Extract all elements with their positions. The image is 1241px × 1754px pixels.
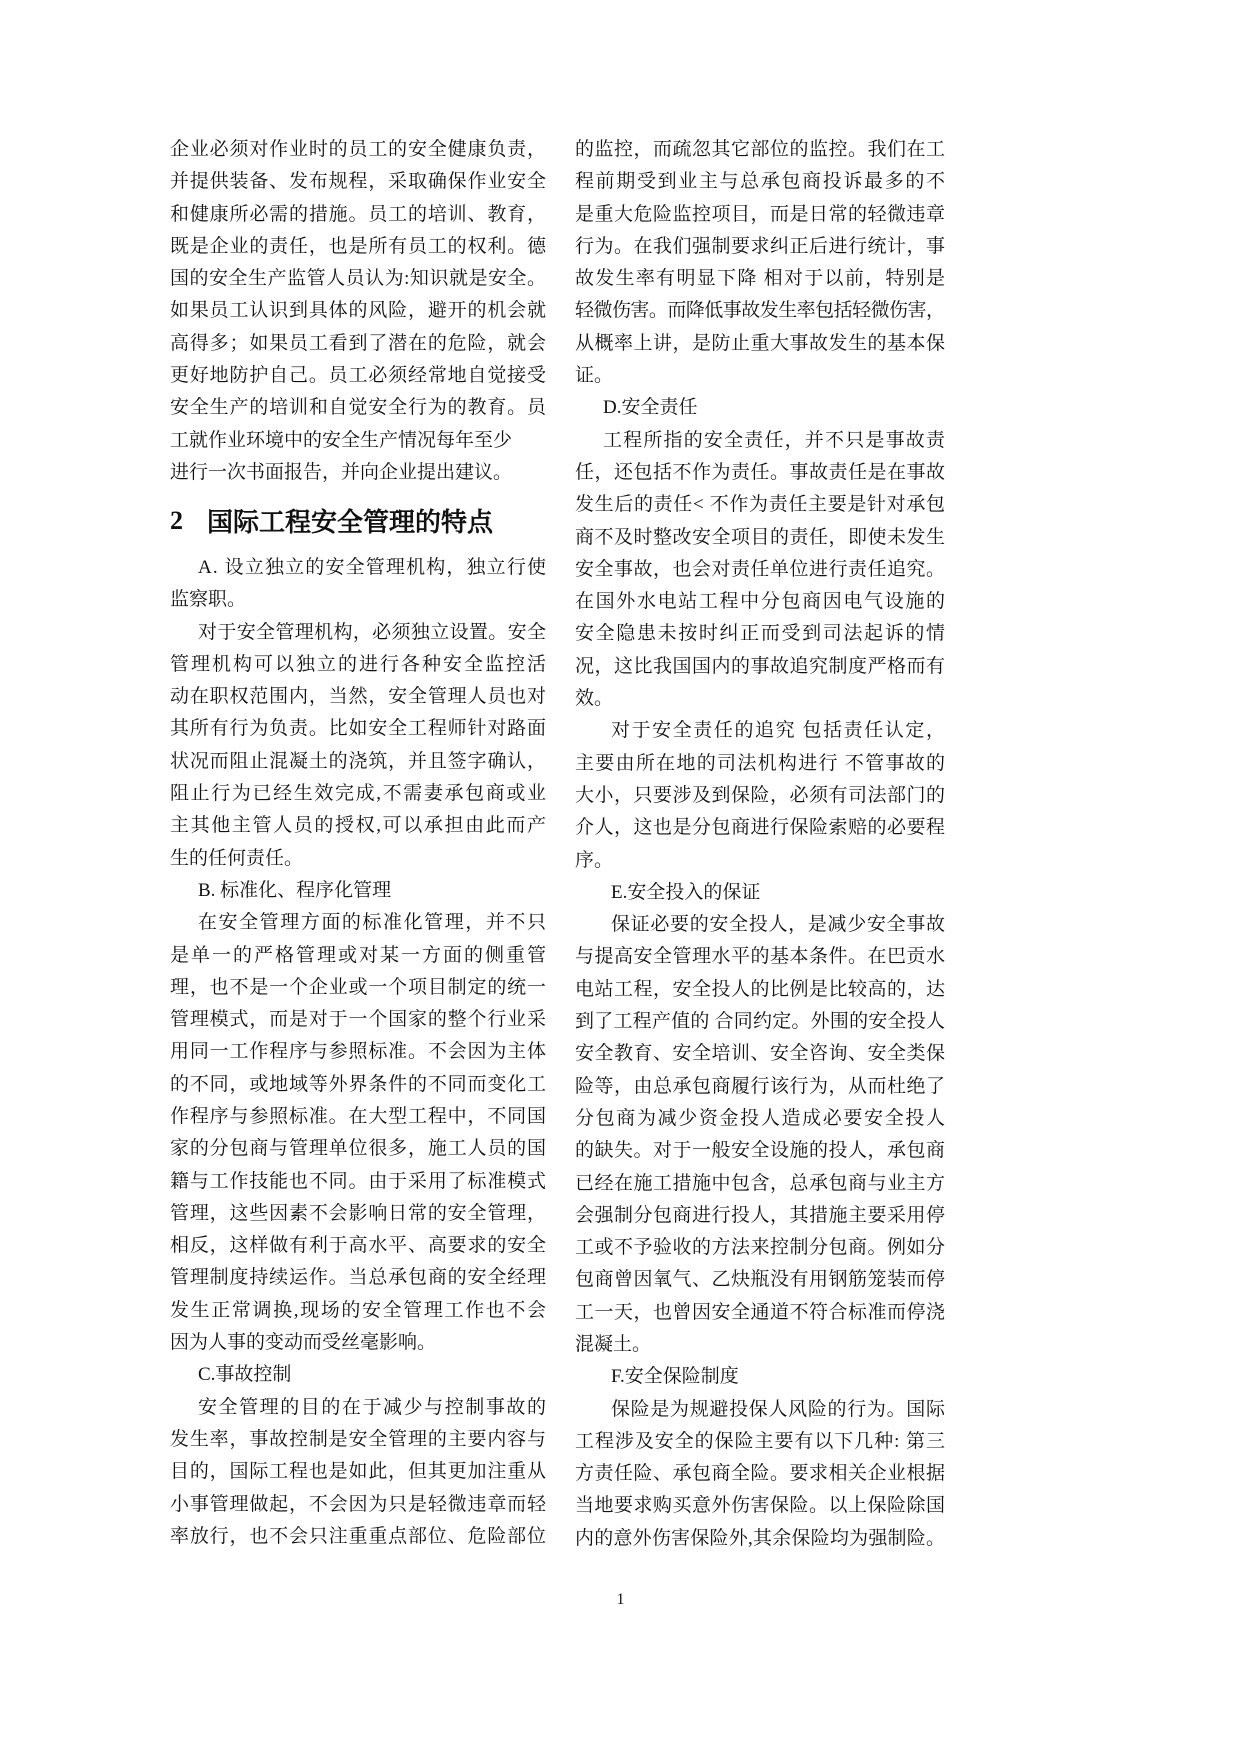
subsection-c — [170, 1359, 546, 1553]
section-title: 国际工程安全管理的特点 — [207, 508, 494, 538]
text-line: 状况而阻止混凝土的浇筑，并且签字确认， — [170, 750, 547, 772]
text-line: 阻止行为已经生效完成,不需妻承包商或业 — [170, 783, 548, 805]
text-line: 况，这比我国国内的事故追究制度严格而有 — [575, 655, 946, 677]
page-number: 1 — [616, 1591, 625, 1608]
text-line: 当地要求购买意外伤害保险。以上保险除国 — [575, 1495, 946, 1517]
text-line: 企业必须对作业时的员工的安全健康负责， — [170, 139, 547, 160]
text-line: 理，也不是一个企业或一个项目制定的统一 — [170, 976, 547, 998]
subsection-title: B. 标准化、程序化管理 — [198, 879, 392, 901]
subsection-title: C.事故控制 — [198, 1364, 292, 1386]
text-line: 发生后的责任< 不作为责任主要是针对承包 — [575, 494, 946, 516]
subsection-title: D.安全责任 — [603, 397, 698, 419]
text-line: 管理，这些因素不会影响日常的安全管理， — [170, 1202, 547, 1224]
text-line: 高得多；如果员工看到了潜在的危险，就会 — [170, 332, 547, 354]
text-line: 到了工程产值的 合同约定。外围的安全投人 — [575, 1011, 946, 1033]
subsection-d — [575, 392, 945, 876]
text-line: 工程涉及安全的保险主要有以下几种: 第三 — [575, 1430, 946, 1452]
text-line: 籍与工作技能也不同。由于采用了标准模式 — [170, 1170, 547, 1192]
text-line: 因为人事的变动而受丝毫影响。 — [170, 1332, 437, 1354]
text-line: 与提高安全管理水平的基本条件。在巴贡水 — [575, 946, 946, 968]
text-line: 既是企业的责任，也是所有员工的权利。德 — [170, 235, 547, 257]
text-line: 轻微伤害。而降低事故发生率包括轻微伤害， — [575, 300, 945, 322]
text-line: 证。 — [575, 365, 614, 387]
text-line: 工程所指的安全责任，并不只是事故责 — [603, 429, 947, 451]
subsection-title: A. 设立独立的安全管理机构，独立行使 — [198, 556, 548, 578]
subsection-f — [575, 1361, 945, 1555]
text-line: 管理制度持续运作。当总承包商的安全经理 — [170, 1267, 547, 1289]
text-line: 家的分包商与管理单位很多，施工人员的国 — [170, 1138, 547, 1160]
text-line: 任，还包括不作为责任。事故责任是在事故 — [575, 461, 946, 483]
section-heading — [170, 489, 546, 552]
text-line: 工或不予验收的方法来控制分包商。例如分 — [575, 1237, 946, 1259]
text-line: 主其他主管人员的授权,可以承担由此而产 — [170, 815, 548, 837]
text-line: 方责任险、承包商全险。要求相关企业根据 — [575, 1463, 946, 1485]
text-line: 发生正常调换,现场的安全管理工作也不会 — [170, 1299, 548, 1321]
text-line: 在国外水电站工程中分包商因电气设施的 — [575, 591, 947, 613]
text-line: 已经在施工措施中包含，总承包商与业主方 — [575, 1172, 946, 1194]
text-line: 对于安全责任的追究 包括责任认定， — [611, 720, 947, 742]
text-line: 的监控，而疏忽其它部位的监控。我们在工 — [575, 139, 946, 160]
text-line: 安全隐患未按时纠正而受到司法起诉的情 — [575, 623, 947, 645]
text-line: 国的安全生产监管人员认为:知识就是安全。 — [170, 268, 547, 290]
text-line: 电站工程，安全投人的比例是比较高的，达 — [575, 978, 946, 1000]
subsection-title: E.安全投入的保证 — [611, 881, 761, 903]
section-number: 2 — [170, 505, 183, 535]
text-line: 安全管理的目的在于减少与控制事故的 — [198, 1396, 548, 1418]
subsection-a — [170, 552, 546, 875]
text-line: 安全事故，也会对责任单位进行责任追究。 — [575, 558, 946, 580]
text-line: 工就作业环境中的安全生产情况每年至少 — [170, 429, 513, 451]
text-line: 主要由所在地的司法机构进行 不管事故的 — [575, 752, 947, 774]
text-line: 更好地防护自己。员工必须经常地自觉接受 — [170, 365, 547, 387]
subsection-title: F.安全保险制度 — [611, 1366, 739, 1388]
text-line: 动在职权范围内，当然，安全管理人员也对 — [170, 686, 547, 708]
text-line: 会强制分包商进行投人，其措施主要采用停 — [575, 1204, 946, 1226]
text-line: 是单一的严格管理或对某一方面的侧重管 — [170, 944, 548, 966]
left-column — [170, 134, 546, 1553]
text-line: 率放行，也不会只注重重点部位、危险部位 — [170, 1525, 547, 1547]
text-line: 保险是为规避投保人风险的行为。国际 — [611, 1398, 946, 1420]
text-line: 从概率上讲，是防止重大事故发生的基本保 — [575, 332, 946, 354]
text-line: 相反，这样做有利于高水平、高要求的安全 — [170, 1235, 547, 1257]
text-line: 介人，这也是分包商进行保险索赔的必要程 — [575, 817, 946, 839]
text-line: 程前期受到业主与总承包商投诉最多的不 — [575, 171, 947, 193]
text-line: 包商曾因氧气、乙炔瓶没有用钢筋笼装而停 — [575, 1269, 946, 1291]
text-line: 发生率，事故控制是安全管理的主要内容与 — [170, 1428, 547, 1450]
text-line: 分包商为减少资金投人造成必要安全投人 — [575, 1107, 947, 1129]
text-line: 目的，国际工程也是如此，但其更加注重从 — [170, 1461, 547, 1483]
text-line: 对于安全管理机构，必须独立设置。安全 — [198, 621, 547, 643]
text-line: 行为。在我们强制要求纠正后进行统计，事 — [575, 235, 946, 257]
text-line: 商不及时整改安全项目的责任，即使未发生 — [575, 526, 946, 548]
subsection-e — [575, 877, 945, 1361]
text-line: 故发生率有明显下降 相对于以前，特别是 — [575, 268, 947, 290]
text-line: 混凝土。 — [575, 1333, 652, 1355]
text-line: 管理模式，而是对于一个国家的整个行业采 — [170, 1009, 547, 1031]
text-line: 如果员工认识到具体的风险，避开的机会就 — [170, 300, 547, 322]
text-line: 作程序与参照标准。在大型工程中，不同国 — [170, 1106, 547, 1127]
text-line: 是重大危险监控项目，而是日常的轻微违章 — [575, 203, 946, 225]
text-line: 在安全管理方面的标准化管理，并不只 — [198, 912, 548, 934]
text-line: 小事管理做起，不会因为只是轻微违章而轻 — [170, 1493, 547, 1515]
text-line: 安全生产的培训和自觉安全行为的教育。员 — [170, 397, 547, 419]
intro-paragraph — [170, 134, 546, 489]
text-line: 险等，由总承包商履行该行为，从而杜绝了 — [575, 1075, 946, 1097]
text-line: 序。 — [575, 849, 614, 871]
right-column — [575, 134, 945, 1555]
text-line: 并提供装备、发布规程，采取确保作业安全 — [170, 171, 547, 193]
text-line: 其所有行为负责。比如安全工程师针对路面 — [170, 718, 547, 740]
text-line: 保证必要的安全投人，是减少安全事故 — [611, 914, 946, 936]
subsection-b — [170, 875, 546, 1359]
text-line: 的缺失。对于一般安全设施的投人，承包商 — [575, 1140, 946, 1162]
text-line: 效。 — [575, 688, 614, 710]
subsection-c-continued — [575, 134, 945, 392]
subsection-title: 监察职。 — [170, 589, 247, 611]
text-line: 和健康所必需的措施。员工的培训、教育， — [170, 203, 547, 225]
text-line: 用同一工作程序与参照标准。不会因为主体 — [170, 1041, 547, 1063]
text-line: 工一天，也曾因安全通道不符合标准而停浇 — [575, 1301, 946, 1323]
text-line: 进行一次书面报告，并向企业提出建议。 — [170, 461, 513, 483]
text-line: 内的意外伤害保险外,其余保险均为强制险。 — [575, 1527, 946, 1549]
text-line: 生的任何责任。 — [170, 847, 304, 869]
text-line: 安全教育、安全培训、安全咨询、安全类保 — [575, 1043, 946, 1065]
text-line: 大小，只要涉及到保险，必须有司法部门的 — [575, 784, 946, 806]
text-line: 的不同，或地域等外界条件的不同而变化工 — [170, 1073, 547, 1095]
text-line: 管理机构可以独立的进行各种安全监控活 — [170, 653, 548, 675]
